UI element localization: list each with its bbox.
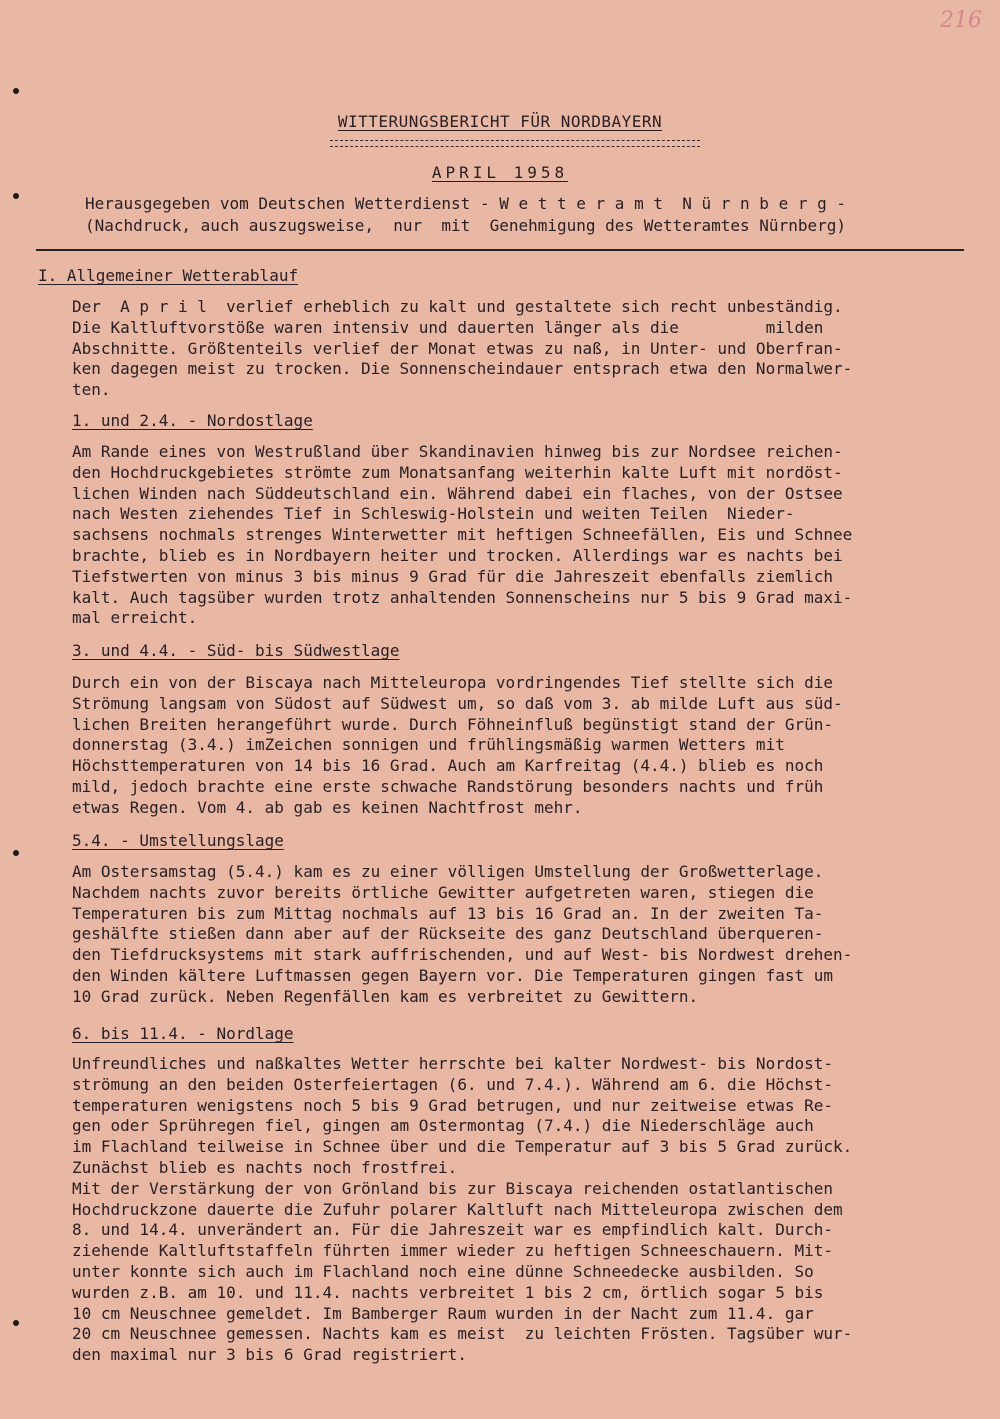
publisher-note: Herausgegeben vom Deutschen Wetterdienst - W e t t e r a m t N ü r n b e r g - (Nachdruck, auch auszugsweise, nur mit Genehmigung des Wetteramtes Nürnberg) [85, 194, 846, 235]
title-double-underline [330, 140, 700, 147]
punch-hole [13, 850, 19, 856]
punch-hole [13, 88, 19, 94]
subsection-text-4: Unfreundliches und naßkaltes Wetter herrschte bei kalter Nordwest- bis Nordost- strömung an den beiden Osterfeiertagen (6. und 7.4.). Während am 6. die Höchst- temperaturen wenigstens noch 5 bis 9 Grad betrugen, und nur zeitweise etwas Re- gen oder Sprühregen fiel, gingen am Ostermontag (7.4.) die Niederschläge auch im Flachland teilweise in Schnee über und die Temperatur auf 3 bis 5 Grad zurück. Zunächst blieb es nachts noch frostfrei. Mit der Verstärkung der von Grönland bis zur Biscaya reichenden ostatlantischen Hochdruckzone dauerte die Zufuhr polarer Kaltluft nach Mitteleuropa zwischen dem 8. und 14.4. unverändert an. Für die Jahreszeit war es empfindlich kalt. Durch- ziehende Kaltluftstaffeln führten immer wieder zu heftigen Schneeschauern. Mit- unter konnte sich auch im Flachland noch eine dünne Schneedecke ausbilden. So wurden z.B. am 10. und 11.4. nachts verbreitet 1 bis 2 cm, örtlich sogar 5 bis 10 cm Neuschnee gemeldet. Im Bamberger Raum wurden in der Nacht zum 11.4. gar 20 cm Neuschnee gemessen. Nachts kam es meist zu leichten Frösten. Tagsüber wur- den maximal nur 3 bis 6 Grad registriert. [72, 1054, 853, 1365]
subsection-text-3: Am Ostersamstag (5.4.) kam es zu einer völligen Umstellung der Großwetterlage. Nachdem nachts zuvor bereits örtliche Gewitter aufgetreten waren, stiegen die Temperaturen bis zum Mittag nochmals auf 13 bis 16 Grad an. In der zweiten Ta- geshälfte stießen dann aber auf der Rückseite des ganz Deutschland überqueren- den Tiefdrucksystems mit stark auffrischenden, und auf West- bis Nordwest drehen- den Winden kältere Luftmassen gegen Bayern vor. Die Temperaturen gingen fast um 10 Grad zurück. Neben Regenfällen kam es verbreitet zu Gewittern. [72, 862, 853, 1006]
subsection-text-1: Am Rande eines von Westrußland über Skandinavien hinweg bis zur Nordsee reichen- den Hochdruckgebietes strömte zum Monatsanfang weiterhin kalte Luft mit nordöst- lichen Winden nach Süddeutschland ein. Während dabei ein flaches, von der Ostsee nach Westen ziehendes Tief in Schleswig-Holstein und weiten Teilen Nieder- sachsens nochmals strenges Winterwetter mit heftigen Schneefällen, Eis und Schnee brachte, blieb es in Nordbayern heiter und trocken. Allerdings war es nachts bei Tiefstwerten von minus 3 bis minus 9 Grad für die Jahreszeit ebenfalls ziemlich kalt. Auch tagsüber wurden trotz anhaltenden Sonnenscheins nur 5 bis 9 Grad maxi- mal erreicht. [72, 442, 853, 628]
punch-hole [13, 193, 19, 199]
report-month: APRIL 1958 [431, 163, 569, 182]
section-heading-general: I. Allgemeiner Wetterablauf [38, 266, 299, 285]
subsection-heading-1: 1. und 2.4. - Nordostlage [72, 411, 313, 430]
subsection-heading-4: 6. bis 11.4. - Nordlage [72, 1024, 294, 1043]
subsection-text-2: Durch ein von der Biscaya nach Mitteleuropa vordringendes Tief stellte sich die Strömung langsam von Südost auf Südwest um, so daß vom 3. ab milde Luft aus süd- lichen Breiten herangeführt wurde. Durch Föhneinfluß begünstigt stand der Grün- donnerstag (3.4.) imZeichen sonnigen und frühlingsmäßig warmen Wetters mit Höchsttemperaturen von 14 bis 16 Grad. Auch am Karfreitag (4.4.) blieb es noch mild, jedoch brachte eine erste schwache Randstörung besonders nachts und früh etwas Regen. Vom 4. ab gab es keinen Nachtfrost mehr. [72, 673, 843, 817]
report-title: WITTERUNGSBERICHT FÜR NORDBAYERN [337, 112, 663, 131]
header-rule [36, 249, 964, 251]
section-general-text: Der A p r i l verlief erheblich zu kalt und gestaltete sich recht unbeständig. Die Kaltluftvorstöße waren intensiv und dauerten länger als die milden Abschnitte. Größtenteils verlief der Monat etwas zu naß, in Unter- und Oberfran- ken dagegen meist zu trocken. Die Sonnenscheindauer entsprach etwa den Normalwer- ten. [72, 297, 853, 400]
folio-number: 216 [940, 8, 982, 33]
subsection-heading-3: 5.4. - Umstellungslage [72, 831, 284, 850]
punch-hole [13, 1320, 19, 1326]
subsection-heading-2: 3. und 4.4. - Süd- bis Südwestlage [72, 641, 400, 660]
